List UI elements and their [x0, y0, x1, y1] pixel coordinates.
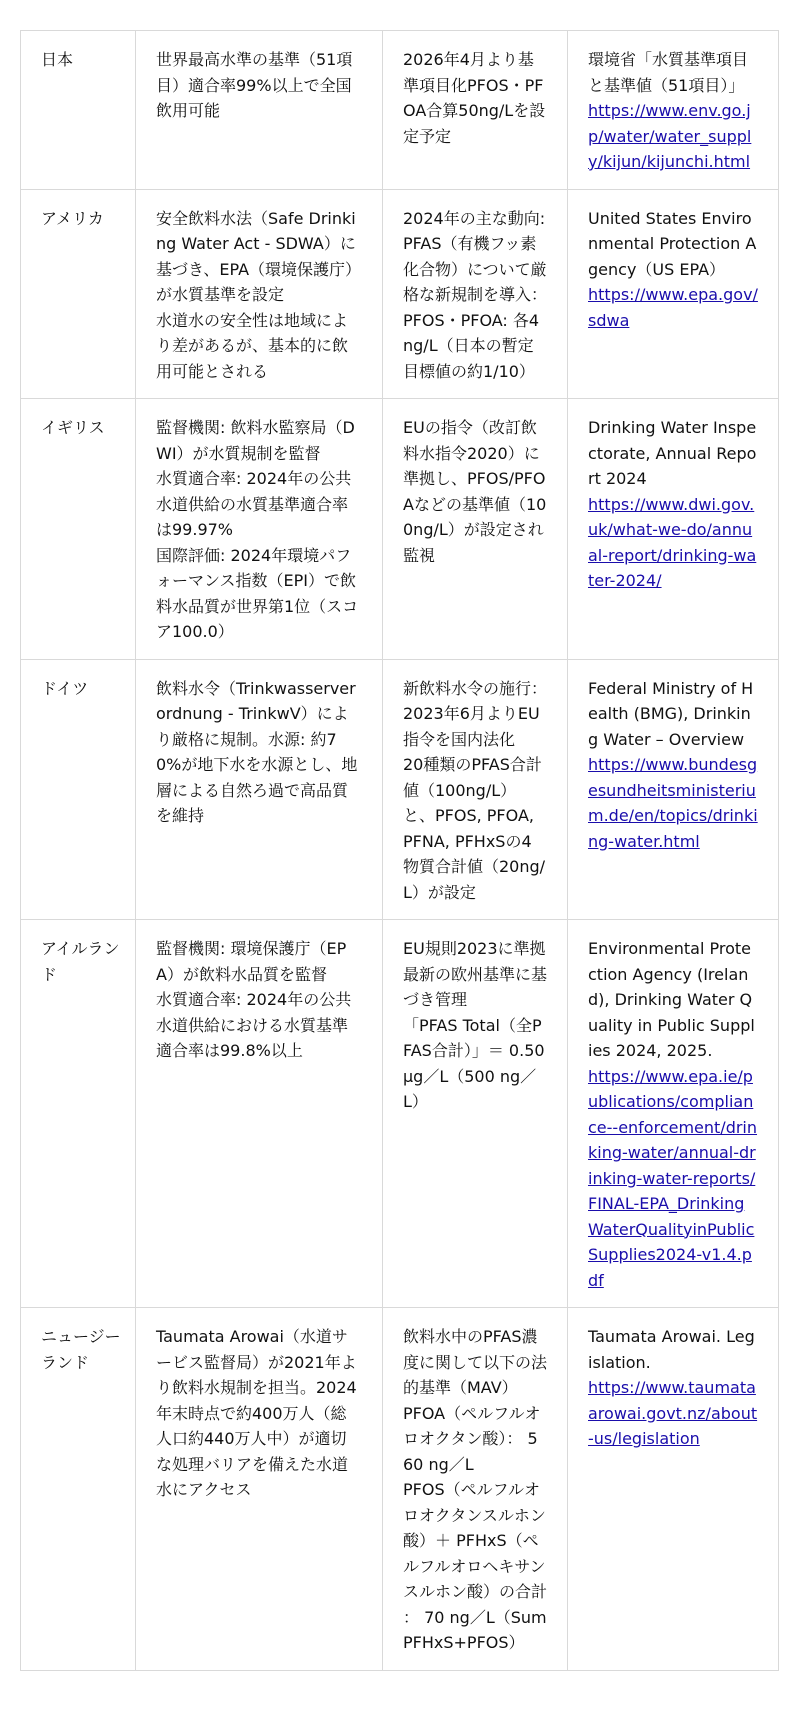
- country-cell: [21, 399, 136, 660]
- standards-text: 監督機関: 環境保護庁（EPA）が飲料水品質を監督: [156, 939, 347, 984]
- source-text: Federal Ministry of Health (BMG), Drinking Water – Overview: [588, 678, 754, 749]
- source-link[interactable]: https://www.epa.ie/publications/compliance--enforcement/drinking-water/annual-drinking-water-reports/FINAL-EPA_DrinkingWaterQualityinPublicSupplies2024-v1.4.pdf: [588, 1066, 758, 1290]
- trends-text: 新飲料水令の施行：2023年6月よりEU指令を国内法化: [403, 678, 548, 749]
- table-row: [21, 189, 779, 399]
- source-link[interactable]: https://www.taumataarowai.govt.nz/about-us/legislation: [588, 1378, 758, 1448]
- source-text: Drinking Water Inspectorate, Annual Report 2024: [588, 418, 757, 488]
- source-text: United States Environmental Protection Agency（US EPA）: [588, 208, 757, 279]
- table-row: [21, 659, 779, 920]
- standards-text: Taumata Arowai（水道サービス監督局）が2021年より飲料水規制を担当。2024年末時点で約400万人（総人口約440万人中）が適切な処理バリアを備えた水道水にアクセス: [156, 1327, 357, 1499]
- trends-text: PFOS（ペルフルオロオクタンスルホン酸）＋ PFHxS（ペルフルオロヘキサンスルホン酸）の合計 ： 70 ng／L（Sum PFHxS+PFOS）: [403, 1480, 548, 1652]
- trends-cell: [383, 659, 568, 920]
- country-name: ニュージーランド: [41, 1327, 121, 1372]
- country-cell: [21, 1308, 136, 1671]
- source-text: 環境省「水質基準項目と基準値（51項目）」: [588, 50, 749, 95]
- standards-text: 飲料水令（Trinkwasserverordnung - TrinkwV）により厳格に規制。水源: 約70%が地下水を水源とし、地層による自然ろ過で高品質を維持: [156, 678, 358, 825]
- trends-text: 「PFAS Total（全PFAS合計）」＝ 0.50 µg／L（500 ng／L）: [403, 1015, 545, 1111]
- table-body: [21, 31, 779, 1671]
- standards-text: 安全飲料水法（Safe Drinking Water Act - SDWA）に基づき、EPA（環境保護庁）が水質基準を設定: [156, 208, 362, 304]
- country-cell: [21, 31, 136, 190]
- country-cell: [21, 189, 136, 399]
- trends-text: EUの指令（改訂飲料水指令2020）に準拠し、PFOS/PFOAなどの基準値（100ng/L）が設定され監視: [403, 418, 547, 565]
- country-name: イギリス: [41, 418, 105, 437]
- source-cell: [568, 31, 779, 190]
- source-link[interactable]: https://www.env.go.jp/water/water_supply/kijun/kijunchi.html: [588, 101, 752, 171]
- standards-cell: [136, 659, 383, 920]
- country-name: アイルランド: [41, 939, 120, 984]
- table-row: [21, 399, 779, 660]
- table-row: [21, 31, 779, 190]
- source-link[interactable]: https://www.dwi.gov.uk/what-we-do/annual-report/drinking-water-2024/: [588, 494, 757, 590]
- country-name: ドイツ: [41, 678, 89, 698]
- standards-text: 監督機関: 飲料水監察局（DWI）が水質規制を監督: [156, 418, 355, 463]
- table-row: [21, 920, 779, 1308]
- trends-cell: [383, 920, 568, 1308]
- country-cell: [21, 920, 136, 1308]
- trends-cell: [383, 189, 568, 399]
- standards-text: 水質適合率: 2024年の公共水道供給の水質基準適合率は99.97%: [156, 469, 352, 539]
- standards-cell: [136, 920, 383, 1308]
- trends-text: 2024年の主な動向: PFAS（有機フッ素化合物）について厳格な新規制を導入：PFOS・PFOA: 各4ng/L（日本の暫定目標値の約1/10）: [403, 208, 548, 381]
- standards-cell: [136, 1308, 383, 1671]
- trends-text: 飲料水中のPFAS濃度に関して以下の法的基準（MAV）: [403, 1327, 548, 1397]
- trends-text: PFOA（ペルフルオロオクタン酸）： 560 ng／L: [403, 1403, 541, 1474]
- standards-text: 世界最高水準の基準（51項目）適合率99%以上で全国飲用可能: [156, 50, 353, 120]
- trends-text: EU規則2023に準拠最新の欧州基準に基づき管理: [403, 939, 548, 1009]
- country-cell: [21, 659, 136, 920]
- trends-cell: [383, 1308, 568, 1671]
- source-text: Environmental Protection Agency (Ireland), Drinking Water Quality in Public Supplies 2024, 2025.: [588, 939, 755, 1060]
- standards-text: 水質適合率: 2024年の公共水道供給における水質基準適合率は99.8%以上: [156, 990, 352, 1060]
- table-row: [21, 1308, 779, 1671]
- source-cell: [568, 189, 779, 399]
- trends-text: 20種類のPFAS合計値（100ng/L）と、PFOS, PFOA, PFNA, PFHxSの4物質合計値（20ng/L）が設定: [403, 755, 546, 902]
- standards-text: 国際評価: 2024年環境パフォーマンス指数（EPI）で飲料水品質が世界第1位（スコア100.0）: [156, 545, 359, 641]
- source-link[interactable]: https://www.bundesgesundheitsministerium.de/en/topics/drinking-water.html: [588, 755, 758, 851]
- water-quality-table: [20, 30, 779, 1671]
- standards-cell: [136, 399, 383, 660]
- source-cell: [568, 920, 779, 1308]
- country-name: 日本: [41, 50, 74, 69]
- source-cell: [568, 1308, 779, 1671]
- country-name: アメリカ: [41, 208, 104, 228]
- source-link[interactable]: https://www.epa.gov/sdwa: [588, 285, 758, 330]
- trends-cell: [383, 399, 568, 660]
- trends-cell: [383, 31, 568, 190]
- standards-cell: [136, 189, 383, 399]
- trends-text: 2026年4月より基準項目化PFOS・PFOA合算50ng/Lを設定予定: [403, 50, 546, 146]
- source-cell: [568, 399, 779, 660]
- source-cell: [568, 659, 779, 920]
- standards-text: 水道水の安全性は地域により差があるが、基本的に飲用可能とされる: [156, 310, 349, 381]
- source-text: Taumata Arowai. Legislation.: [588, 1327, 755, 1372]
- standards-cell: [136, 31, 383, 190]
